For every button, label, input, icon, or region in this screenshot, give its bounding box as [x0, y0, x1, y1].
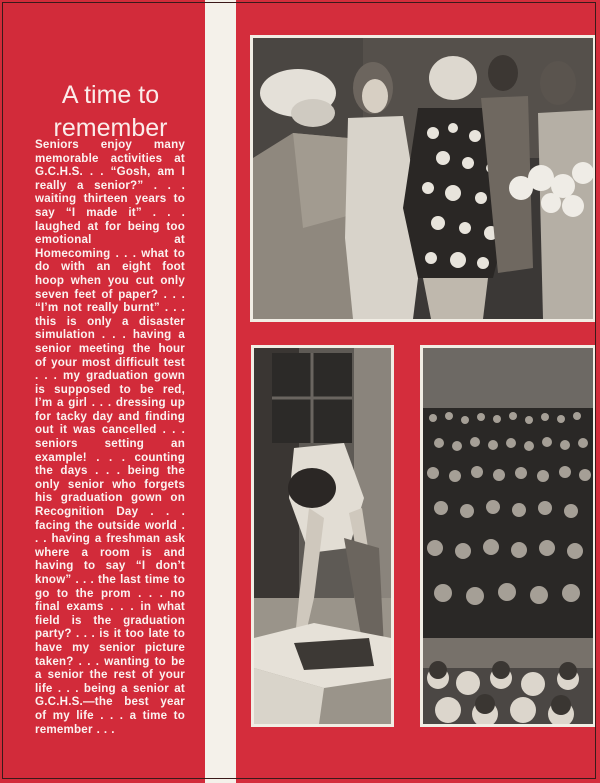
photo-student-image [254, 348, 391, 724]
body-paragraph: Seniors enjoy many memorable activities at G.C.H.S. . . “Gosh, am I really a senior?” . . . waiting thirteen years to say “I made it” . . . laughed at for being too emotional at Homecoming . . . what to do with an eight foot hoop when you cut only seven feet of paper? . . . “I’m not really burnt” . . . this is only a disaster simulation . . . having a senior meeting the hour of your most difficult test . . . my graduation gown is supposed to be red, I’m a girl . . . dressing up for tacky day and finding out it was cancelled . . . seniors setting an example! . . . counting the days . . . being the only senior who forgets his graduation gown on Recognition Day . . . facing the outside world . . . having a freshman ask where a room is and having to say “I don’t know” . . . the last time to go to the prom . . . no final exams . . . in what field is the graduation party? . . . is it too late to have my senior picture taken? . . . wanting to be a senior the rest of your life . . . being a senior at G.C.H.S.—the best year of my life . . . a time to remember . . . [35, 138, 185, 736]
gutter-strip [205, 0, 236, 783]
page-title: A time to remember [53, 80, 168, 142]
photo-student-floor [251, 345, 394, 727]
photo-graduation-crowd [420, 345, 596, 727]
photo-homecoming-crowning [250, 35, 596, 322]
photo-homecoming-image [253, 38, 593, 319]
photo-graduation-image [423, 348, 593, 724]
text-column [0, 0, 205, 783]
